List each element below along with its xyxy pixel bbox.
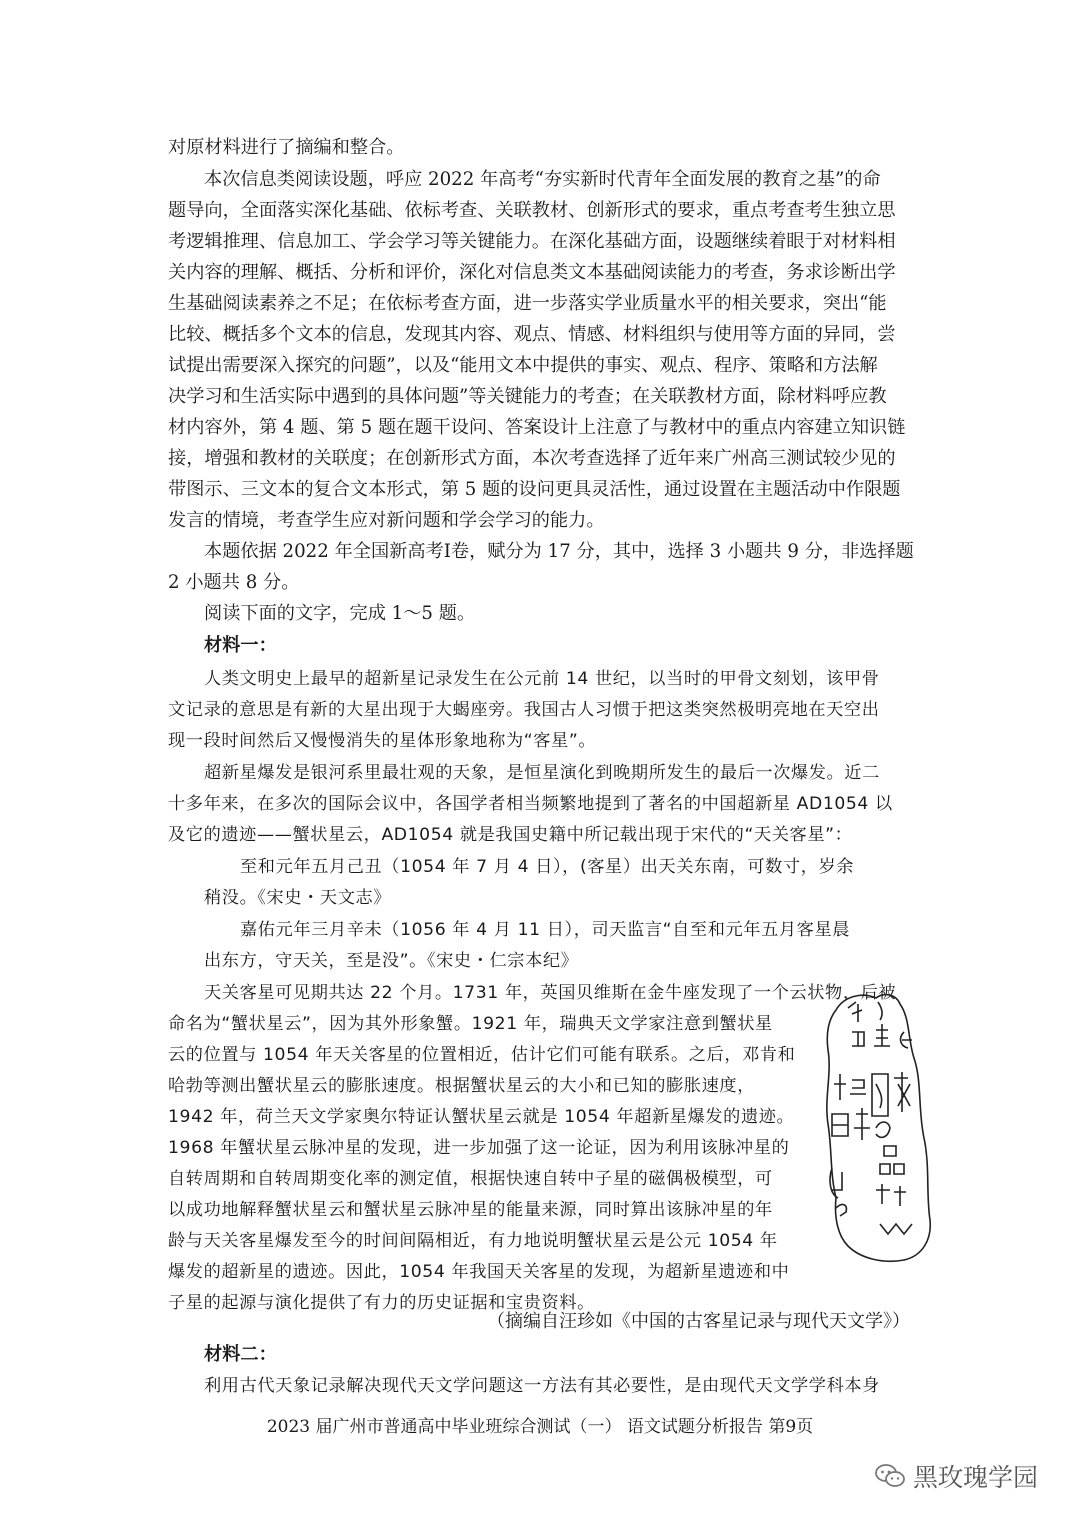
quote-line: 嘉佑元年三月辛未（1056 年 4 月 11 日），司天监言“自至和元年五月客星晨 (240, 920, 851, 940)
text-line: 带图示、三文本的复合文本形式，第 5 题的设问更具灵活性，通过设置在主题活动中作限题 (168, 479, 901, 500)
text-line: 自转周期和自转周期变化率的测定值，根据快速自转中子星的磁偶极模型，可 (168, 1169, 773, 1189)
text-line: 以成功地解释蟹状星云和蟹状星云脉冲星的能量来源，同时算出该脉冲星的年 (168, 1200, 773, 1220)
text-line: 云的位置与 1054 年天关客星的位置相近，估计它们可能有联系。之后，邓肯和 (168, 1045, 796, 1065)
text-line: 天关客星可见期共达 22 个月。1731 年，英国贝维斯在金牛座发现了一个云状物，后被 (204, 983, 897, 1003)
text-line: 哈勃等测出蟹状星云的膨胀速度。根据蟹状星云的大小和已知的膨胀速度， (168, 1076, 755, 1096)
text-line: 超新星爆发是银河系里最壮观的天象，是恒星演化到晚期所发生的最后一次爆发。近二 (204, 763, 880, 783)
text-line: 利用古代天象记录解决现代天文学问题这一方法有其必要性，是由现代天文学学科本身 (204, 1376, 880, 1396)
text-line: 文记录的意思是有新的大星出现于大蝎座旁。我国古人习惯于把这类突然极明亮地在天空出 (168, 700, 880, 720)
text-line: 决学习和生活实际中遇到的具体问题”等关键能力的考查；在关联教材方面，除材料呼应教 (168, 386, 887, 407)
quote-line: 出东方，守天关，至是没”。《宋史・仁宗本纪》 (204, 951, 579, 971)
text-line: 现一段时间然后又慢慢消失的星体形象地称为“客星”。 (168, 731, 597, 751)
quote-line: 稍没。《宋史・天文志》 (204, 888, 392, 908)
text-line: 本次信息类阅读设题，呼应 2022 年高考“夯实新时代青年全面发展的教育之基”的命 (204, 169, 881, 190)
watermark-text: 黑玫瑰学园 (913, 1463, 1039, 1492)
text-line: 考逻辑推理、信息加工、学会学习等关键能力。在深化基础方面，设题继续着眼于对材料相 (168, 231, 896, 252)
text-line: 生基础阅读素养之不足；在依标考查方面，进一步落实学业质量水平的相关要求，突出“能 (168, 293, 887, 314)
quote-line: 至和元年五月己丑（1054 年 7 月 4 日），(客星）出天关东南，可数寸，岁余 (240, 857, 855, 877)
watermark (875, 1458, 1038, 1494)
text-line: 关内容的理解、概括、分析和评价，深化对信息类文本基础阅读能力的考查，务求诊断出学 (168, 262, 896, 283)
text-line: 龄与天关客星爆发至今的时间间隔相近，有力地说明蟹状星云是公元 1054 年 (168, 1231, 778, 1251)
text-line: 本题依据 2022 年全国新高考Ⅰ卷，赋分为 17 分，其中，选择 3 小题共 9 分，非选择题 (204, 541, 914, 562)
instruction: 阅读下面的文字，完成 1～5 题。 (204, 603, 476, 624)
text-line: 及它的遗迹——蟹状星云，AD1054 就是我国史籍中所记载出现于宋代的“天关客星”： (168, 825, 853, 845)
text-line: 1942 年，荷兰天文学家奥尔特证认蟹状星云就是 1054 年超新星爆发的遗迹。 (168, 1107, 795, 1127)
text-line: 接，增强和教材的关联度；在创新形式方面，本次考查选择了近年来广州高三测试较少见的 (168, 448, 896, 469)
text-line: 发言的情境，考查学生应对新问题和学会学习的能力。 (168, 510, 605, 531)
text-line: 命名为“蟹状星云”，因为其外形象蟹。1921 年，瑞典天文学家注意到蟹状星 (168, 1014, 773, 1034)
text-line: 1968 年蟹状星云脉冲星的发现，进一步加强了这一论证，因为利用该脉冲星的 (168, 1138, 790, 1158)
oracle-bone-illustration (818, 988, 936, 1266)
text-line: 材内容外，第 4 题、第 5 题在题干设问、答案设计上注意了与教材中的重点内容建立知识链 (168, 417, 906, 438)
text-line: 人类文明史上最早的超新星记录发生在公元前 14 世纪，以当时的甲骨文刻划，该甲骨 (204, 669, 880, 689)
wechat-icon (875, 1463, 905, 1489)
text-line: 子星的起源与演化提供了有力的历史证据和宝贵资料。 (168, 1293, 595, 1313)
material-one-heading: 材料一： (204, 635, 277, 656)
source-citation: （摘编自汪珍如《中国的古客星记录与现代天文学》） (487, 1311, 910, 1332)
material-two-heading: 材料二： (204, 1344, 277, 1365)
text-line: 对原材料进行了摘编和整合。 (168, 137, 405, 158)
text-line: 题导向，全面落实深化基础、依标考查、关联教材、创新形式的要求，重点考查考生独立思 (168, 200, 896, 221)
text-line: 试提出需要深入探究的问题”，以及“能用文本中提供的事实、观点、程序、策略和方法解 (168, 355, 878, 376)
text-line: 爆发的超新星的遗迹。因此，1054 年我国天关客星的发现，为超新星遗迹和中 (168, 1262, 790, 1282)
page-footer: 2023 届广州市普通高中毕业班综合测试（一） 语文试题分析报告 第9页 (266, 1417, 814, 1437)
text-line: 十多年来，在多次的国际会议中，各国学者相当频繁地提到了著名的中国超新星 AD1054 以 (168, 794, 893, 814)
text-line: 2 小题共 8 分。 (168, 572, 300, 593)
text-line: 比较、概括多个文本的信息，发现其内容、观点、情感、材料组织与使用等方面的异同，尝 (168, 324, 896, 345)
